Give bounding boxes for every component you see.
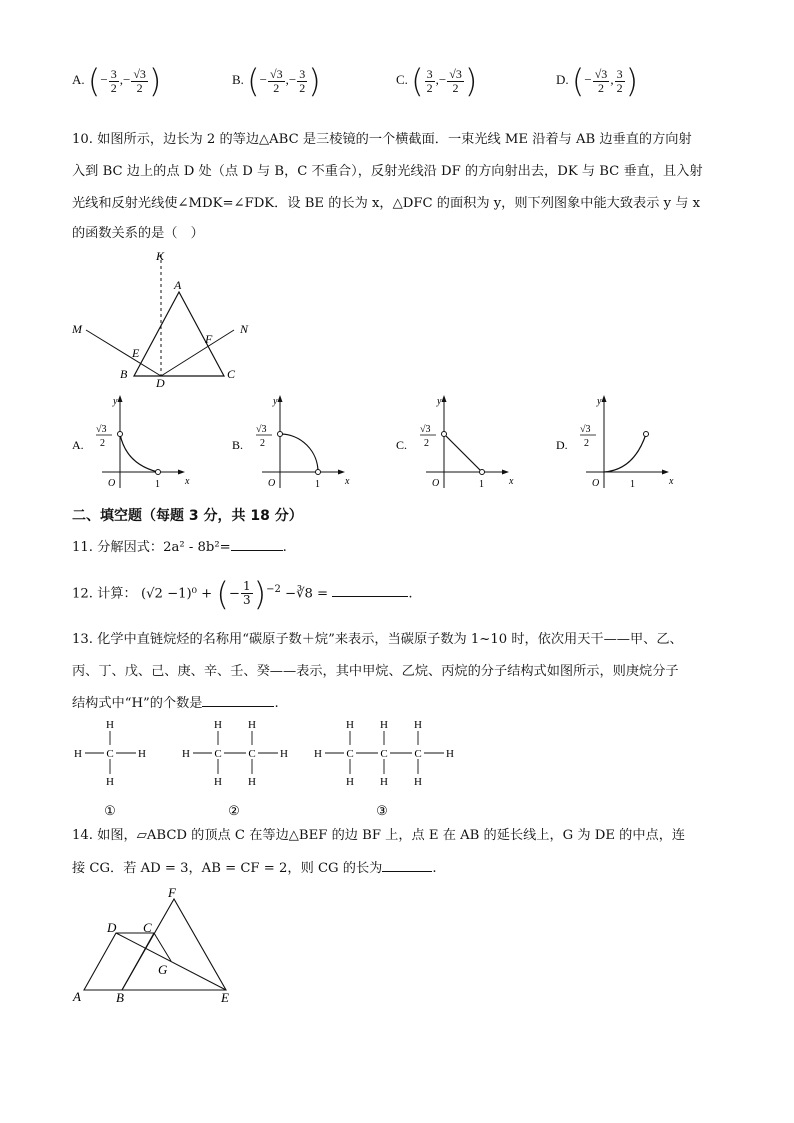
q9-option-label: C. <box>396 71 408 87</box>
function-curve <box>604 434 646 472</box>
graph-label: A. <box>72 438 84 452</box>
q9-y-num: √3 <box>133 66 146 81</box>
molecule-caption: ② <box>228 803 240 818</box>
y-arrow-icon <box>278 395 283 402</box>
q12: 12. 计算： (√2 −1)⁰ + (− $\frac{1}{3}$ )$^{-2}$ −∛8 = . <box>72 574 413 613</box>
label-b2: B <box>116 990 124 1005</box>
q11-suffix: . <box>282 540 287 555</box>
x-axis-label: x <box>509 476 514 487</box>
q9-x-den: 2 <box>598 80 605 95</box>
label-b: B <box>120 367 128 381</box>
graph-label: B. <box>232 438 244 452</box>
q9-option-d[interactable]: D. (− $\frac{√3}{2}$ , $\frac{3}{2}$ ) <box>556 62 639 100</box>
tick-root3: √3 <box>96 424 107 435</box>
label-n: N <box>240 322 249 336</box>
tick-root3: √3 <box>580 424 591 435</box>
q9-y-sign: − <box>288 71 297 87</box>
q14-line2 <box>72 857 437 879</box>
h-atom-top: H <box>414 719 422 731</box>
q9-y-sign: − <box>122 71 131 87</box>
x-axis-label: x <box>185 476 190 487</box>
q10-line1: 10. 如图所示，边长为 2 的等边△ABC 是三棱镜的一个横截面．一束光线 ME 沿着与 AB 边垂直的方向射 <box>72 132 692 147</box>
tick-one: 1 <box>315 479 320 490</box>
q10-line3: 光线和反射光线使∠MDK=∠FDK．设 BE 的长为 x，△DFC 的面积为 y，则下列图象中能大致表示 y 与 x <box>72 196 701 211</box>
c-atom: C <box>214 748 222 760</box>
label-f: F <box>205 332 213 346</box>
h-atom-bottom: H <box>414 776 422 788</box>
q9-option-b[interactable]: B. (− $\frac{√3}{2}$ ,− $\frac{3}{2}$ ) <box>232 62 321 100</box>
q9-x-num: √3 <box>270 66 283 81</box>
origin-label: O <box>108 478 116 489</box>
q9-option-c[interactable]: C. ( $\frac{3}{2}$ ,− $\frac{√3}{2}$ ) <box>396 62 478 100</box>
q9-x-num: 3 <box>110 66 117 81</box>
open-point <box>278 432 283 437</box>
label-a2: A <box>73 989 81 1004</box>
molecule-caption: ③ <box>376 803 388 818</box>
tick-two: 2 <box>260 438 265 449</box>
label-d2: D <box>107 920 117 935</box>
graph-option-c[interactable] <box>396 392 516 492</box>
x-axis-label: x <box>669 476 674 487</box>
c-atom: C <box>346 748 354 760</box>
h-atom-top: H <box>214 719 222 731</box>
q9-y-den: 2 <box>136 80 143 95</box>
graph-option-b[interactable] <box>232 392 352 492</box>
function-curve <box>280 434 318 472</box>
y-arrow-icon <box>118 395 123 402</box>
q9-x-den: 2 <box>273 80 280 95</box>
q14-blank[interactable] <box>382 857 432 872</box>
y-axis-label: y <box>273 396 278 407</box>
h-atom-top: H <box>106 719 114 731</box>
h-atom-bottom: H <box>106 776 114 788</box>
label-d: D <box>156 376 165 390</box>
tick-one: 1 <box>479 479 484 490</box>
h-atom-top: H <box>380 719 388 731</box>
reflected-ray <box>161 330 234 376</box>
function-curve <box>120 434 158 472</box>
y-axis-label: y <box>113 396 118 407</box>
label-c: C <box>227 367 236 381</box>
h-atom-right: H <box>280 748 288 760</box>
function-curve <box>444 434 482 472</box>
q9-option-a[interactable]: A. (− $\frac{3}{2}$ ,− $\frac{√3}{2}$ ) <box>72 62 162 100</box>
q14-line2-text: 接 CG．若 AD = 3，AB = CF = 2，则 CG 的长为 <box>72 861 383 876</box>
q13-blank[interactable] <box>202 692 274 707</box>
q11-blank[interactable] <box>231 536 283 551</box>
q13-line1: 13. 化学中直链烷烃的名称用“碳原子数＋烷”来表示，当碳原子数为 1~10 时，依次用天干——甲、乙、 <box>72 632 683 647</box>
origin-label: O <box>432 478 440 489</box>
q9-x-sign: − <box>259 71 267 87</box>
open-point <box>316 470 321 475</box>
y-arrow-icon <box>442 395 447 402</box>
q9-y-num: 3 <box>299 66 306 81</box>
section-2-heading: 二、填空题（每题 3 分，共 18 分） <box>72 508 303 524</box>
h-atom-bottom: H <box>380 776 388 788</box>
q13-line3 <box>72 692 279 714</box>
q9-x-num: √3 <box>594 66 608 81</box>
h-atom-bottom: H <box>346 776 354 788</box>
parallelogram-abcd <box>84 933 154 990</box>
q12-prefix: 12. 计算： <box>72 586 137 602</box>
open-point <box>156 470 161 475</box>
q12-blank[interactable] <box>332 582 408 597</box>
q13-suffix: . <box>274 696 279 711</box>
q10-line2: 入到 BC 边上的点 D 处（点 D 与 B，C 不重合），反射光线沿 DF 的方向射出去，DK 与 BC 垂直，且入射 <box>72 164 703 179</box>
graph-option-d[interactable] <box>556 392 676 492</box>
h-atom-top: H <box>248 719 256 731</box>
c-atom: C <box>106 748 114 760</box>
q9-y-den: 2 <box>616 80 623 95</box>
label-f2: F <box>168 885 176 900</box>
c-atom: C <box>380 748 388 760</box>
tick-root3: √3 <box>420 424 431 435</box>
label-g2: G <box>158 962 168 977</box>
x-arrow-icon <box>662 470 669 475</box>
alkane-structures <box>64 712 464 824</box>
q11 <box>72 536 287 558</box>
y-axis-label: y <box>437 396 442 407</box>
q12-expr-b: −∛8 = <box>285 586 329 602</box>
tick-one: 1 <box>155 479 160 490</box>
open-point <box>480 470 485 475</box>
q9-x-sign: − <box>100 71 108 87</box>
y-arrow-icon <box>602 395 607 402</box>
x-axis-label: x <box>345 476 350 487</box>
tick-two: 2 <box>100 438 105 449</box>
q9-option-label: A. <box>72 71 85 87</box>
q12-frac-den: 3 <box>242 593 251 608</box>
q9-y-num: √3 <box>449 66 462 81</box>
graph-label: D. <box>556 438 568 452</box>
graph-label: C. <box>396 438 408 452</box>
q9-x-num: 3 <box>426 66 433 81</box>
y-axis-label: y <box>597 396 602 407</box>
q9-option-label: B. <box>232 71 244 87</box>
h-atom-left: H <box>74 748 82 760</box>
label-c2: C <box>143 920 152 935</box>
x-arrow-icon <box>338 470 345 475</box>
tick-one: 1 <box>630 479 635 490</box>
molecule-caption: ① <box>104 803 116 818</box>
q9-y-num: 3 <box>616 66 623 81</box>
graph-option-a[interactable] <box>72 392 192 492</box>
h-atom-left: H <box>182 748 190 760</box>
open-point <box>118 432 123 437</box>
q12-suffix: . <box>408 586 413 602</box>
q9-x-sign: − <box>584 71 592 87</box>
q9-x-den: 2 <box>110 80 117 95</box>
label-e: E <box>132 346 140 360</box>
h-atom-right: H <box>446 748 454 760</box>
h-atom-bottom: H <box>214 776 222 788</box>
q12-exp: −2 <box>266 584 281 595</box>
label-k: K <box>156 249 165 263</box>
x-arrow-icon <box>502 470 509 475</box>
q13-line2: 丙、丁、戊、己、庚、辛、壬、癸——表示，其中甲烷、乙烷、丙烷的分子结构式如图所示，则庚烷分子 <box>72 664 679 679</box>
q12-expr-a: (√2 −1)⁰ + <box>140 586 213 602</box>
q12-neg: − <box>228 586 240 602</box>
q14-line1: 14. 如图，▱ABCD 的顶点 C 在等边△BEF 的边 BF 上，点 E 在 AB 的延长线上，G 为 DE 的中点，连 <box>72 828 686 843</box>
h-atom-top: H <box>346 719 354 731</box>
q9-y-sign: − <box>438 71 447 87</box>
parallelogram-figure <box>64 880 254 1008</box>
q9-y-den: 2 <box>452 80 459 95</box>
h-atom-left: H <box>314 748 322 760</box>
q9-x-den: 2 <box>426 80 433 95</box>
label-e2: E <box>221 990 229 1005</box>
origin-label: O <box>592 478 600 489</box>
h-atom-bottom: H <box>248 776 256 788</box>
q14-suffix: . <box>432 861 437 876</box>
q12-frac-num: 1 <box>242 579 251 594</box>
tick-root3: √3 <box>256 424 267 435</box>
open-point <box>442 432 447 437</box>
h-atom-right: H <box>138 748 146 760</box>
q13-line3-text: 结构式中“H”的个数是 <box>72 696 203 711</box>
q9-y-den: 2 <box>299 80 306 95</box>
q10-line4: 的函数关系的是（ ） <box>72 226 204 241</box>
tick-two: 2 <box>584 438 589 449</box>
q11-prefix: 11. 分解因式：2a² - 8b²= <box>72 540 231 555</box>
x-arrow-icon <box>178 470 185 475</box>
label-m: M <box>72 322 82 336</box>
open-point <box>644 432 649 437</box>
q9-option-label: D. <box>556 71 569 87</box>
label-a: A <box>174 278 182 292</box>
origin-label: O <box>268 478 276 489</box>
c-atom: C <box>248 748 256 760</box>
c-atom: C <box>414 748 422 760</box>
tick-two: 2 <box>424 438 429 449</box>
prism-figure <box>64 246 264 390</box>
